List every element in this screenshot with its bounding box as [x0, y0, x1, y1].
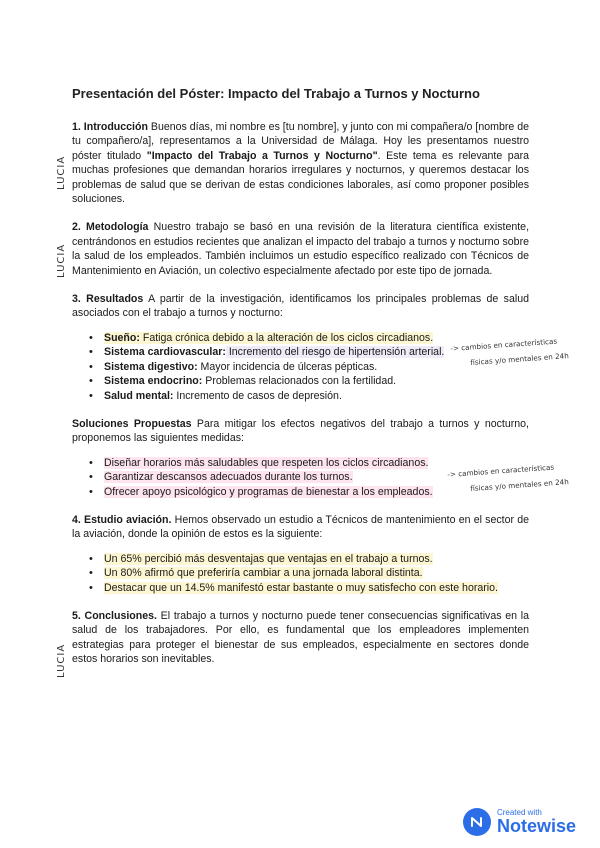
- list-item: [104, 552, 529, 566]
- result-text: Problemas relacionados con la fertilidad.: [202, 375, 397, 388]
- solution-text: Garantizar descansos adecuados durante los turnos.: [104, 471, 353, 484]
- section-conclusions: [72, 609, 529, 667]
- result-text: Incremento del riesgo de hipertensión arterial.: [225, 346, 445, 359]
- intro-paragraph: [72, 120, 529, 206]
- list-item: [104, 581, 529, 595]
- method-paragraph: [72, 220, 529, 278]
- list-item: [104, 360, 529, 374]
- study-pre: Un: [104, 552, 121, 565]
- results-text: A partir de la investigación, identificamos los principales problemas de salud asociados con el trabajo a turnos y nocturno:: [72, 293, 529, 320]
- study-paragraph: [72, 513, 529, 542]
- method-heading: 2. Metodología: [72, 221, 149, 234]
- result-label: Sistema cardiovascular:: [104, 346, 226, 359]
- study-text: Hemos observado un estudio a Técnicos de mantenimiento en el sector de la aviación, donde la opinión de estos es la siguiente:: [72, 513, 530, 541]
- result-text: Incremento de casos de depresión.: [173, 389, 342, 402]
- document: [72, 86, 529, 681]
- page-title: Presentación del Póster: Impacto del Trabajo a Turnos y Nocturno: [72, 86, 480, 101]
- results-heading: 3. Resultados: [72, 293, 144, 306]
- handwritten-note-line1: -> cambios en características: [447, 462, 555, 479]
- badge-caption: Created with: [496, 808, 542, 817]
- list-item: [104, 566, 529, 580]
- conclusions-heading: 5. Conclusiones.: [72, 609, 157, 622]
- list-item: [104, 389, 529, 403]
- margin-name-note: LUCIA: [56, 243, 67, 278]
- result-label: Sistema digestivo:: [104, 360, 198, 373]
- handwritten-note-line1: -> cambios en características: [450, 336, 558, 353]
- study-percent: 65%: [120, 552, 142, 565]
- margin-name-note: LUCIA: [56, 155, 67, 190]
- solutions-paragraph: [72, 417, 529, 446]
- results-list: [72, 331, 529, 403]
- result-label: Sistema endocrino:: [104, 375, 203, 388]
- notewise-badge: [463, 808, 576, 836]
- study-pre: Destacar que un: [104, 581, 185, 594]
- handwritten-note-line2: físicas y/o mentales en 24h: [470, 351, 570, 367]
- conclusions-text: El trabajo a turnos y nocturno puede tener consecuencias significativas en la salud de los trabajadores. Por ello, es fundamental que los empleadores implementen estrategias para proteger el bienestar de sus empleados, especialmente en sectores donde estos horarios son inevitables.: [72, 609, 530, 666]
- handwritten-note-line2: físicas y/o mentales en 24h: [470, 477, 570, 493]
- results-paragraph: [72, 292, 529, 321]
- list-item: [104, 485, 529, 499]
- result-label: Sueño:: [104, 331, 140, 344]
- section-introduction: [72, 120, 529, 206]
- study-list: [72, 552, 529, 595]
- section-solutions: [72, 417, 529, 499]
- study-post: manifestó estar bastante o muy satisfecho con este horario.: [214, 581, 498, 594]
- solution-text: Ofrecer apoyo psicológico y programas de bienestar a los empleados.: [104, 485, 433, 498]
- study-percent: 14.5%: [184, 581, 215, 594]
- solutions-text: Para mitigar los efectos negativos del trabajo a turnos y nocturno, proponemos las siguientes medidas:: [72, 417, 529, 445]
- result-label: Salud mental:: [104, 389, 174, 402]
- intro-heading: 1. Introducción: [72, 121, 148, 133]
- result-text: Fatiga crónica debido a la alteración de los ciclos circadianos.: [139, 331, 434, 344]
- study-percent: 80%: [120, 567, 142, 580]
- solutions-heading: Soluciones Propuestas: [72, 417, 192, 430]
- method-text: Nuestro trabajo se basó en una revisión de la literatura científica existente, centrándonos en estudios recientes que analizan el impacto del trabajo a turnos y nocturno sobre la salud de los empleados. También incluimos un estudio específico realizado con Técnicos de Mantenimiento en Aviación, un colectivo especialmente afectado por este tipo de jornada.: [72, 221, 530, 277]
- poster-title: "Impacto del Trabajo a Turnos y Nocturno": [146, 149, 378, 162]
- list-item: [104, 374, 529, 388]
- study-post: percibió más desventajas que ventajas en el trabajo a turnos.: [141, 552, 433, 565]
- solution-text: Diseñar horarios más saludables que respeten los ciclos circadianos.: [104, 456, 429, 469]
- study-heading: 4. Estudio aviación.: [72, 513, 172, 526]
- section-methodology: [72, 220, 529, 278]
- study-post: afirmó que preferiría cambiar a una jornada laboral distinta.: [141, 567, 423, 580]
- margin-name-note: LUCIA: [56, 643, 67, 678]
- conclusions-paragraph: [72, 609, 529, 667]
- notewise-logo-icon: [463, 808, 491, 836]
- intro-text-b: . Este tema es relevante para muchas profesiones que demandan horarios irregulares y nocturnos, y queremos destacar los problemas de salud que se derivan de estas condiciones laborales, así como proponer posibles soluciones.: [72, 149, 530, 206]
- result-text: Mayor incidencia de úlceras pépticas.: [197, 360, 378, 373]
- section-study: [72, 513, 529, 595]
- badge-brand: Notewise: [496, 816, 576, 836]
- intro-text-a: Buenos días, mi nombre es [tu nombre], y junto con mi compañera/o [nombre de tu compañero/a], representamos a la Universidad de Málaga. Hoy les presentamos nuestro póster titulado: [72, 121, 529, 162]
- study-pre: Un: [104, 567, 121, 580]
